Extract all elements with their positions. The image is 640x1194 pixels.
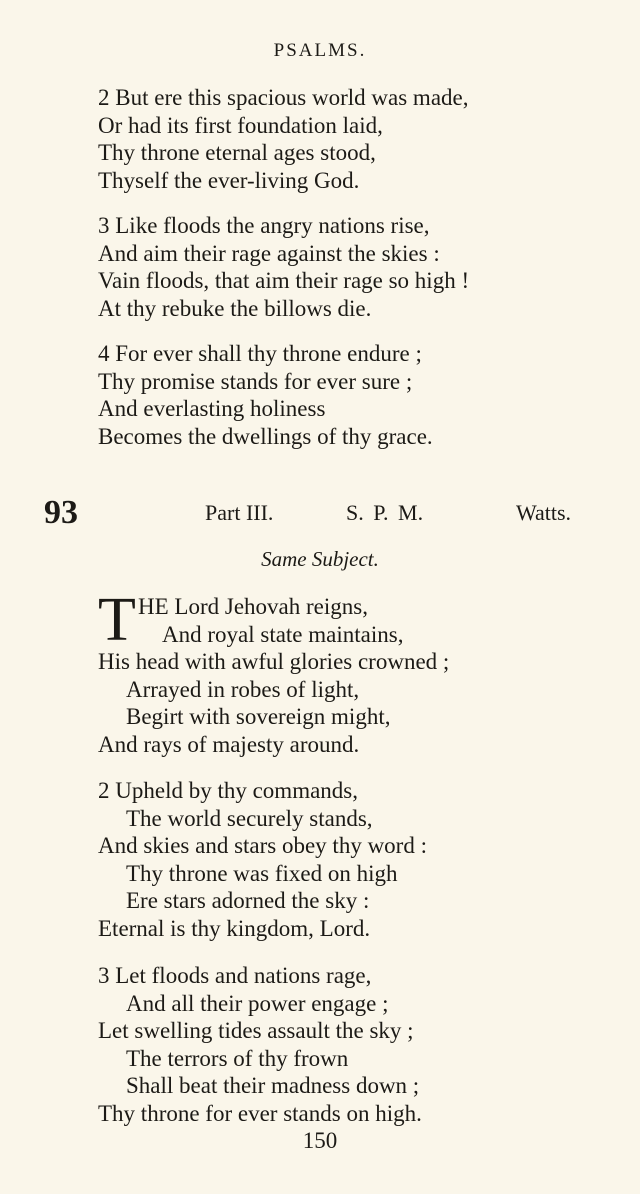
verse-line: Vain floods, that aim their rage so high !: [98, 268, 470, 293]
page-number: 150: [302, 1128, 338, 1153]
verse-line: The world securely stands,: [126, 805, 373, 831]
stanza-4-previous-hymn: [98, 340, 433, 450]
verse-line: His head with awful glories crowned ;: [98, 649, 450, 674]
verse-line: Let swelling tides assault the sky ;: [98, 1018, 414, 1043]
verse-line: 3 Let floods and nations rage,: [98, 963, 372, 988]
verse-line: Arrayed in robes of light,: [126, 676, 360, 702]
verse-line: Begirt with sovereign might,: [126, 704, 391, 729]
hymn-author: Watts.: [516, 500, 572, 525]
verse-line: 4 For ever shall thy throne endure ;: [98, 341, 422, 366]
verse-line: And rays of majesty around.: [98, 731, 360, 757]
verse-line: HE Lord Jehovah reigns,: [138, 594, 368, 619]
verse-line: The terrors of thy frown: [126, 1045, 349, 1071]
verse-line: At thy rebuke the billows die.: [98, 295, 372, 321]
hymn-meter: S. P. M.: [346, 500, 424, 525]
verse-line: Becomes the dwellings of thy grace.: [98, 423, 433, 449]
hymn-part: Part III.: [205, 500, 274, 525]
hymn-subject: Same Subject.: [261, 547, 379, 571]
stanza-2-previous-hymn: [98, 84, 468, 194]
verse-line: Thy promise stands for ever sure ;: [98, 368, 413, 394]
hymn-number: 93: [44, 494, 78, 531]
hymn-stanza-1: [98, 586, 450, 758]
verse-line: 2 But ere this spacious world was made,: [98, 85, 469, 110]
verse-line: Ere stars adorned the sky :: [126, 888, 370, 913]
verse-line: Thy throne eternal ages stood,: [98, 140, 376, 165]
verse-line: And aim their rage against the skies :: [98, 240, 440, 266]
running-head: PSALMS.: [273, 40, 367, 61]
drop-cap: T: [98, 586, 136, 654]
verse-line: Thy throne for ever stands on high.: [98, 1100, 422, 1126]
verse-line: Thy throne was fixed on high: [126, 860, 398, 886]
verse-line: 3 Like floods the angry nations rise,: [98, 213, 430, 238]
verse-line: And skies and stars obey thy word :: [98, 833, 427, 858]
verse-line: Or had its first foundation laid,: [98, 112, 383, 138]
verse-line: And all their power engage ;: [126, 990, 389, 1016]
hymn-stanza-3: [98, 962, 422, 1127]
verse-line: And royal state maintains,: [162, 621, 404, 647]
hymn-stanza-2: [98, 777, 427, 942]
stanza-3-previous-hymn: [98, 212, 469, 322]
verse-line: Eternal is thy kingdom, Lord.: [98, 915, 371, 941]
verse-line: Thyself the ever-living God.: [98, 167, 360, 193]
verse-line: 2 Upheld by thy commands,: [98, 778, 358, 803]
verse-line: Shall beat their madness down ;: [126, 1073, 420, 1098]
verse-line: And everlasting holiness: [98, 396, 326, 421]
